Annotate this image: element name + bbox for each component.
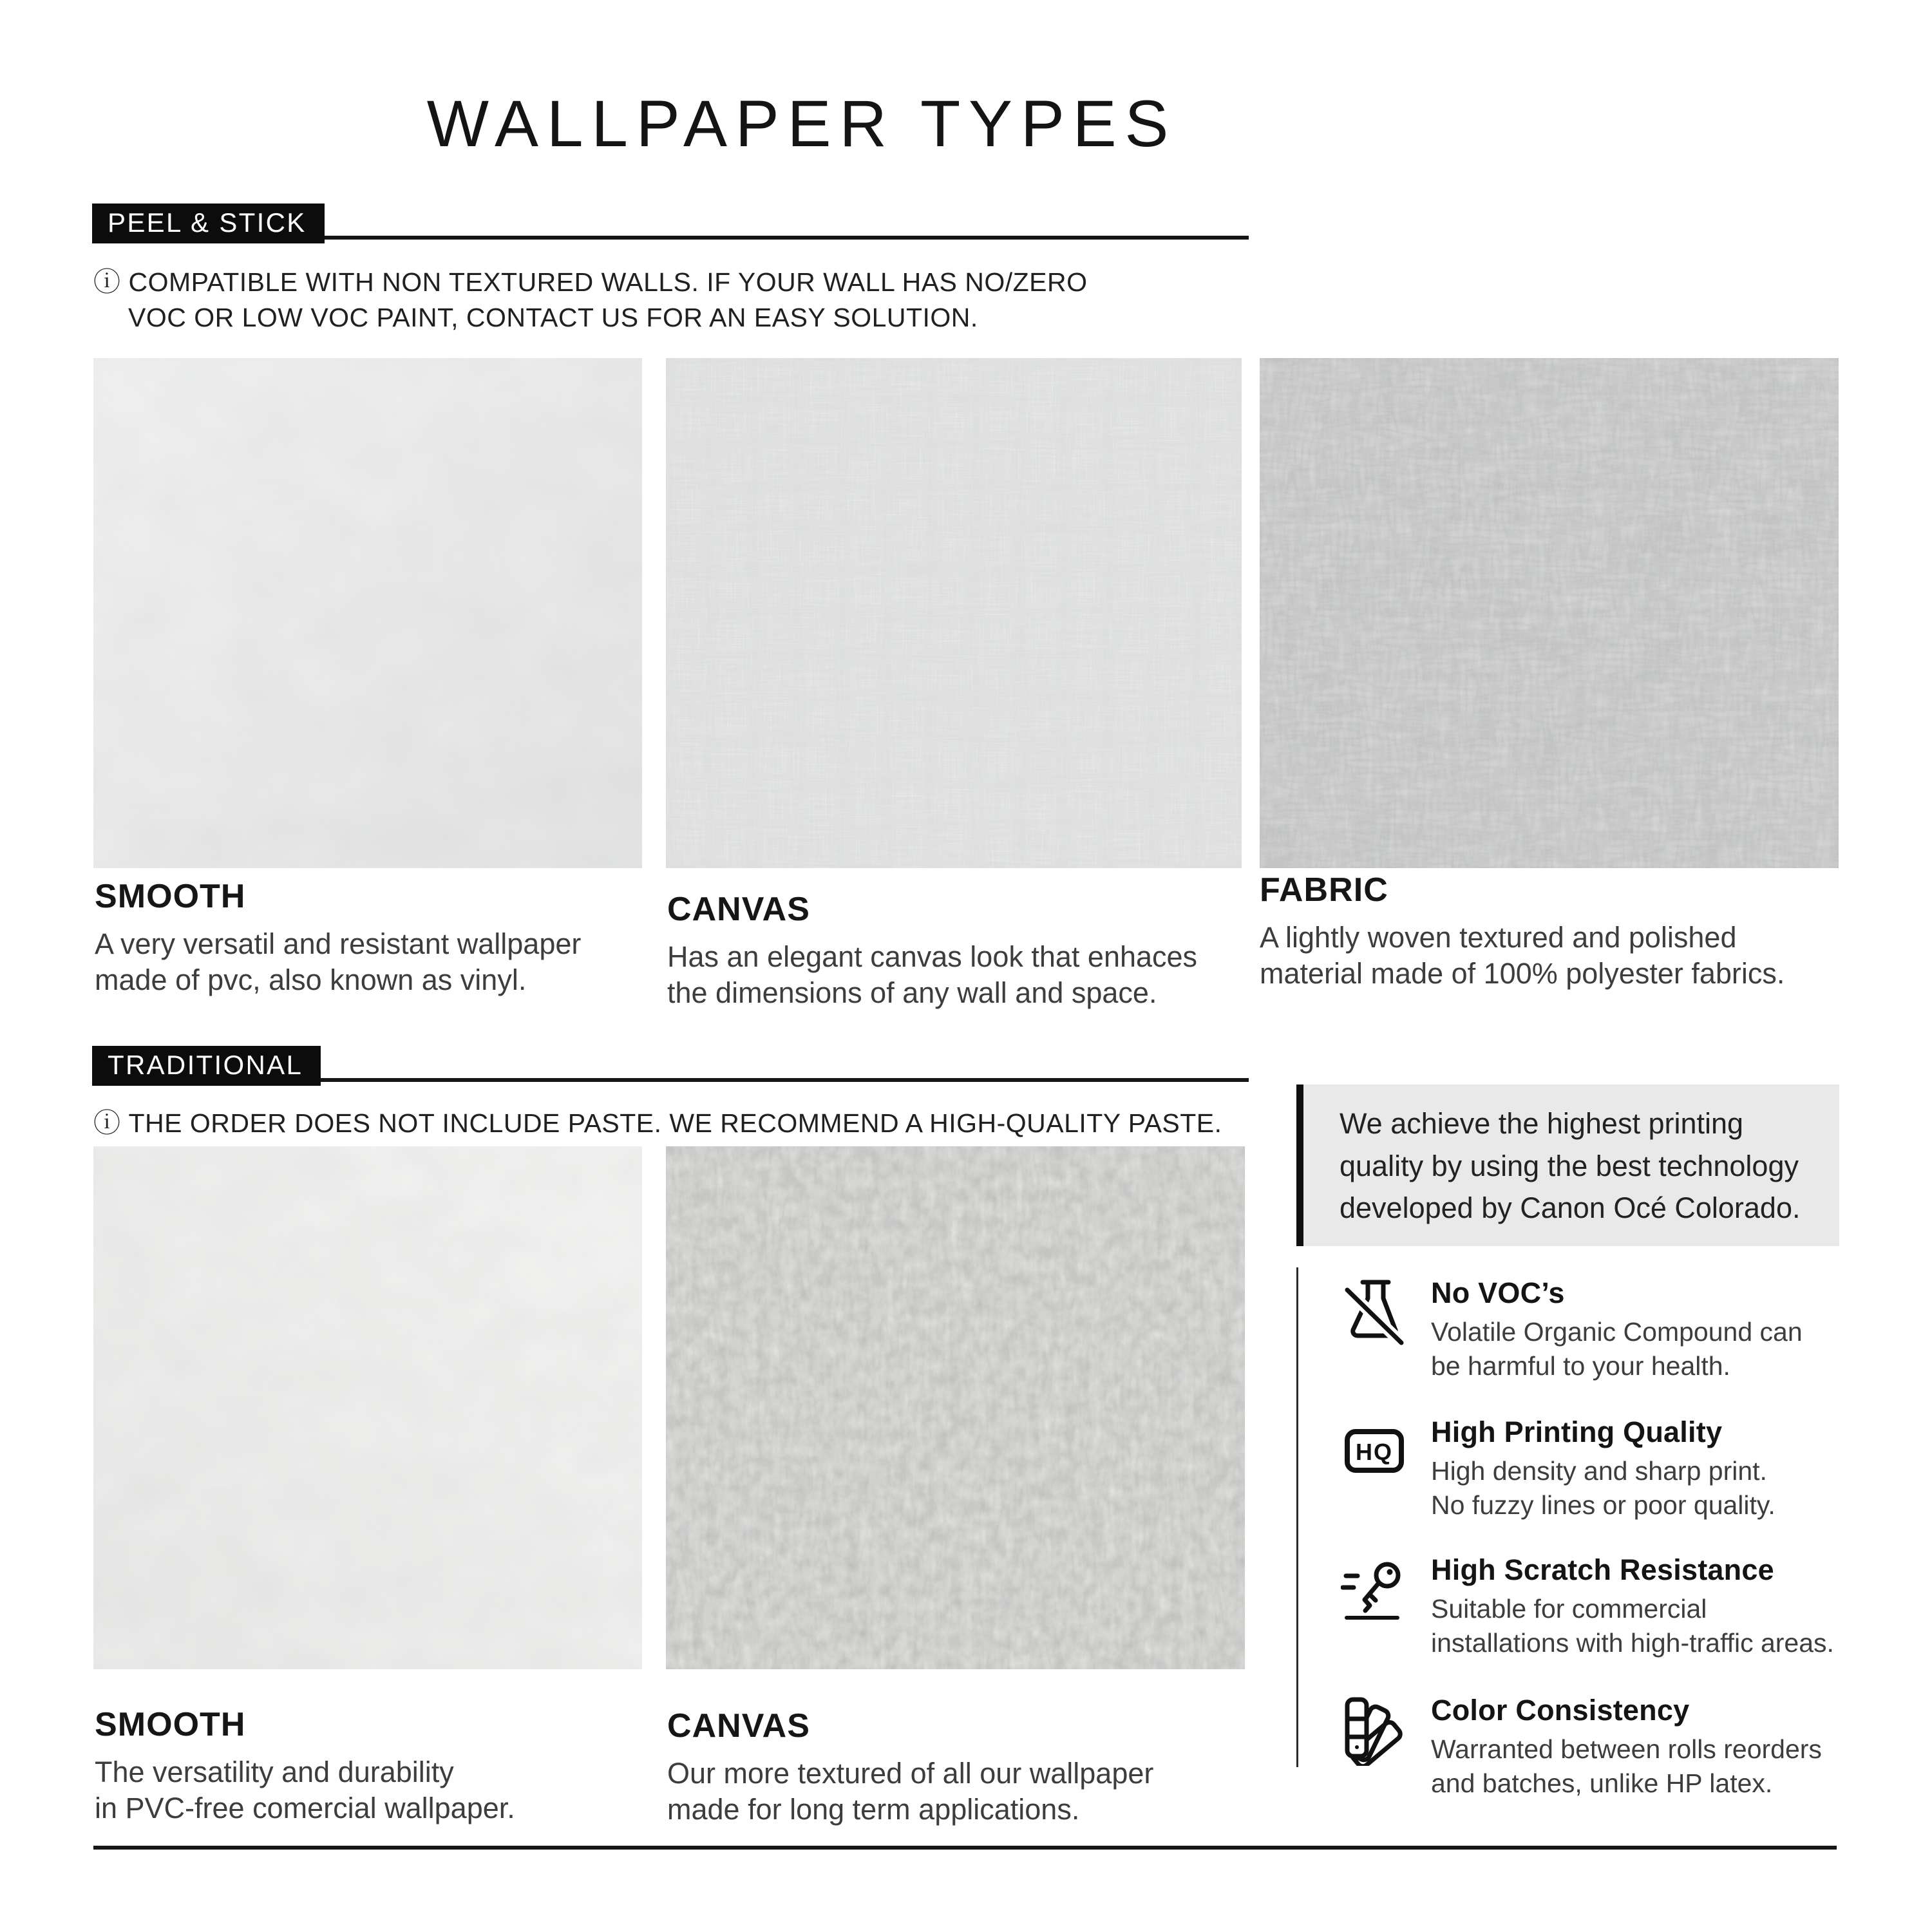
desc-line: Our more textured of all our wallpaper <box>667 1757 1154 1790</box>
desc-line: and batches, unlike HP latex. <box>1431 1768 1773 1799</box>
smooth-traditional-caption <box>95 1705 687 1826</box>
feature-description <box>1431 1732 1822 1801</box>
feature-description <box>1431 1592 1834 1661</box>
canvas-traditional-caption <box>667 1707 1260 1828</box>
no-voc-flask-icon <box>1341 1276 1408 1349</box>
fabric-texture-image <box>1260 358 1839 868</box>
feature-description <box>1431 1315 1803 1384</box>
traditional-badge: TRADITIONAL <box>92 1046 321 1086</box>
feature-high-printing-quality <box>1341 1416 1850 1523</box>
smooth-card-description <box>95 926 687 998</box>
smooth-card-caption <box>95 877 687 998</box>
desc-line: material made of 100% polyester fabrics. <box>1260 956 1785 990</box>
desc-line: High density and sharp print. <box>1431 1456 1767 1486</box>
feature-no-voc <box>1341 1276 1850 1384</box>
peel-info-note <box>93 264 1088 335</box>
features-divider-line <box>1296 1267 1298 1767</box>
canvas-texture-image <box>666 358 1242 868</box>
feature-title: High Printing Quality <box>1431 1416 1723 1448</box>
canvas-texture-art <box>666 358 1242 868</box>
traditional-info-line <box>93 1105 1222 1141</box>
desc-line: A lightly woven textured and polished <box>1260 921 1737 954</box>
desc-line: installations with high-traffic areas. <box>1431 1628 1834 1658</box>
feature-text <box>1431 1553 1834 1661</box>
feature-title: High Scratch Resistance <box>1431 1553 1774 1586</box>
peel-info-line2: VOC OR LOW VOC PAINT, CONTACT US FOR AN EASY SOLUTION. <box>128 302 978 332</box>
desc-line: be harmful to your health. <box>1431 1351 1730 1381</box>
smooth-traditional-title: SMOOTH <box>95 1706 246 1743</box>
canvas-card-title: CANVAS <box>667 891 810 928</box>
peel-info-text1: COMPATIBLE WITH NON TEXTURED WALLS. IF YOUR WALL HAS NO/ZERO <box>128 267 1088 297</box>
feature-description <box>1431 1454 1776 1523</box>
feature-title: No VOC’s <box>1431 1276 1565 1309</box>
smooth-texture-image <box>93 358 642 868</box>
feature-title: Color Consistency <box>1431 1694 1690 1727</box>
desc-line: made for long term applications. <box>667 1792 1080 1826</box>
fabric-card-title: FABRIC <box>1260 871 1388 909</box>
desc-line: Volatile Organic Compound can <box>1431 1317 1803 1347</box>
peel-and-stick-badge: PEEL & STICK <box>92 204 325 243</box>
page-title: WALLPAPER TYPES <box>426 87 1177 160</box>
smooth-traditional-description <box>95 1754 687 1826</box>
peel-info-line1 <box>93 264 1088 300</box>
canvas-card-description <box>667 939 1260 1011</box>
smooth-texture-art <box>93 358 642 868</box>
desc-line: Suitable for commercial <box>1431 1594 1707 1624</box>
desc-line: made of pvc, also known as vinyl. <box>95 963 527 996</box>
color-swatches-icon <box>1341 1694 1408 1766</box>
desc-line: The versatility and durability <box>95 1756 454 1788</box>
feature-text <box>1431 1416 1776 1523</box>
desc-line: Warranted between rolls reorders <box>1431 1734 1822 1764</box>
desc-line: A very versatil and resistant wallpaper <box>95 927 582 960</box>
smooth-traditional-texture-image <box>93 1146 642 1669</box>
info-icon: ⓘ <box>93 267 121 297</box>
fabric-texture-art <box>1260 358 1839 868</box>
canvas-card-caption <box>667 890 1260 1011</box>
traditional-info-text: THE ORDER DOES NOT INCLUDE PASTE. WE RECOMMEND A HIGH-QUALITY PASTE. <box>128 1108 1222 1138</box>
key-scratch-icon <box>1341 1553 1408 1625</box>
quality-callout-line: developed by Canon Océ Colorado. <box>1340 1191 1801 1225</box>
desc-line: No fuzzy lines or poor quality. <box>1431 1490 1776 1520</box>
smooth-card-title: SMOOTH <box>95 878 246 915</box>
bottom-rule <box>93 1846 1837 1850</box>
canvas-traditional-description <box>667 1756 1260 1828</box>
feature-text <box>1431 1694 1822 1801</box>
fabric-card-description <box>1260 920 1852 992</box>
feature-color-consistency <box>1341 1694 1850 1801</box>
feature-high-scratch-resistance <box>1341 1553 1850 1661</box>
quality-callout-line: We achieve the highest printing <box>1340 1107 1744 1140</box>
quality-callout-line: quality by using the best technology <box>1340 1149 1799 1182</box>
printing-quality-callout <box>1296 1084 1839 1246</box>
desc-line: in PVC-free comercial wallpaper. <box>95 1791 515 1824</box>
hq-icon-label: HQ <box>1356 1439 1393 1465</box>
traditional-info-note <box>93 1105 1222 1141</box>
canvas-traditional-texture-image <box>666 1146 1245 1669</box>
info-icon: ⓘ <box>93 1108 121 1138</box>
hq-badge-icon <box>1341 1416 1408 1488</box>
smooth-traditional-texture-art <box>93 1146 642 1669</box>
feature-text <box>1431 1276 1803 1384</box>
desc-line: the dimensions of any wall and space. <box>667 976 1157 1009</box>
canvas-traditional-texture-art <box>666 1146 1245 1669</box>
desc-line: Has an elegant canvas look that enhaces <box>667 940 1198 973</box>
canvas-traditional-title: CANVAS <box>667 1707 810 1745</box>
fabric-card-caption <box>1260 871 1852 992</box>
